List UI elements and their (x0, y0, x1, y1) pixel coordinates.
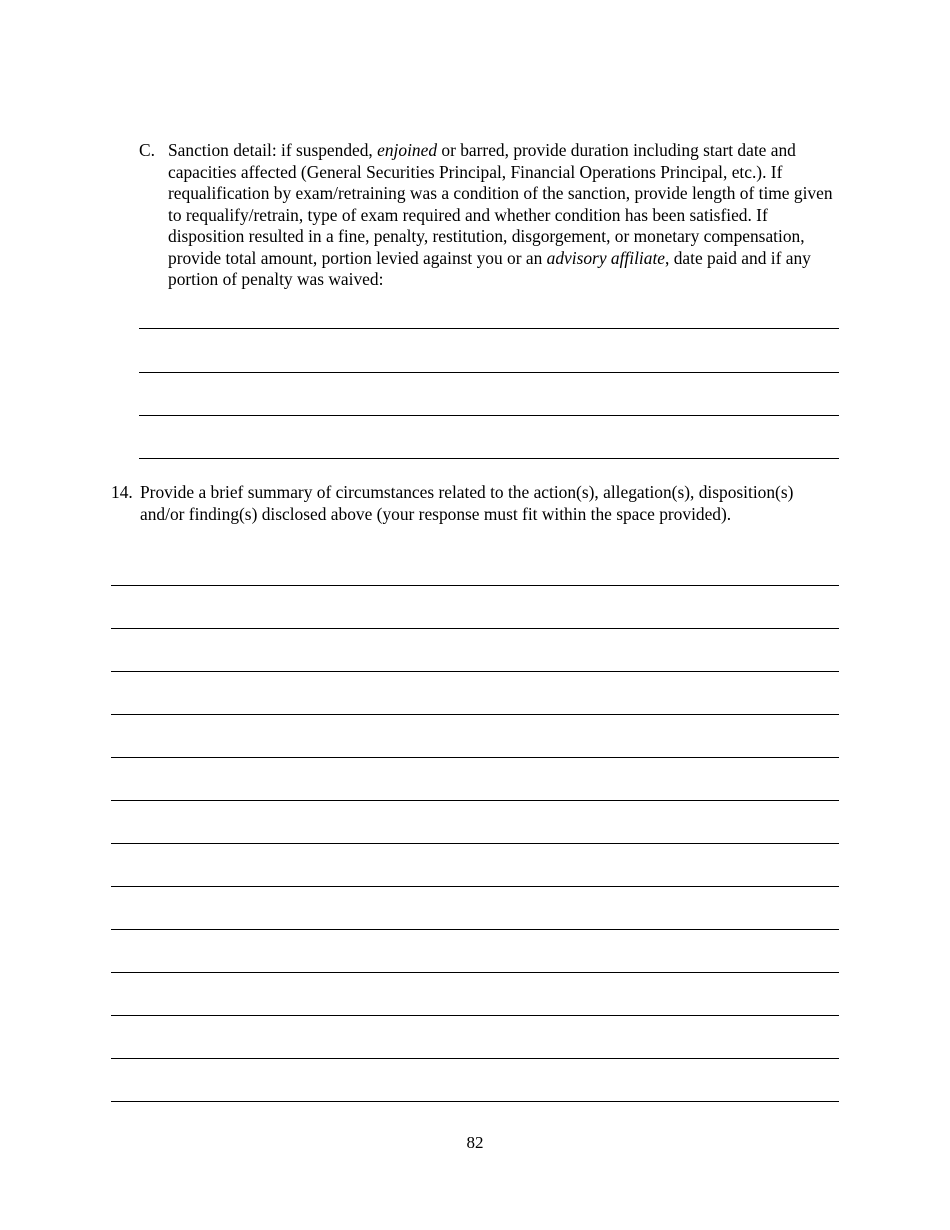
page-number: 82 (466, 1133, 484, 1152)
answer-line[interactable] (111, 757, 839, 758)
answer-line[interactable] (139, 415, 839, 416)
section-c-sanction-detail (139, 140, 839, 291)
answer-line[interactable] (111, 1058, 839, 1059)
answer-line[interactable] (111, 1101, 839, 1102)
question-14-text: Provide a brief summary of circumstances related to the action(s), allegation(s), disposition(s) and/or finding(s) disclosed above (your response must fit within the space provided). (140, 482, 794, 524)
answer-line[interactable] (139, 372, 839, 373)
answer-line[interactable] (139, 458, 839, 459)
answer-line[interactable] (139, 328, 839, 329)
answer-line[interactable] (111, 714, 839, 715)
answer-line[interactable] (111, 585, 839, 586)
question-14-number: 14. (111, 482, 133, 502)
section-c-text-1: Sanction detail: if suspended, (168, 140, 378, 160)
section-c-enjoined: enjoined (377, 140, 438, 160)
answer-line[interactable] (111, 800, 839, 801)
answer-line[interactable] (111, 886, 839, 887)
answer-line[interactable] (111, 929, 839, 930)
answer-line[interactable] (111, 1015, 839, 1016)
section-c-marker: C. (139, 140, 155, 160)
answer-line[interactable] (111, 671, 839, 672)
answer-line[interactable] (111, 843, 839, 844)
section-c-text-5: , date paid and if any portion of penalty was waived: (168, 247, 811, 289)
section-c-text-3: or barred, provide duration including start date and capacities affected (General Securities Principal, Financial Operations Principal, etc.). If requalification by exam/retraining was a condition of the sanction, provide length of time given to requalify/retrain, type of exam required and whether condition has been satisfied. If disposition resulted in a fine, penalty, restitution, disgorgement, or monetary compensation, provide total amount, portion levied against you or an (168, 140, 833, 268)
question-14-summary (111, 482, 839, 525)
answer-line[interactable] (111, 628, 839, 629)
answer-line[interactable] (111, 972, 839, 973)
section-c-instructions (168, 140, 839, 291)
section-c-advisory-affiliate: advisory affiliate (546, 247, 665, 268)
